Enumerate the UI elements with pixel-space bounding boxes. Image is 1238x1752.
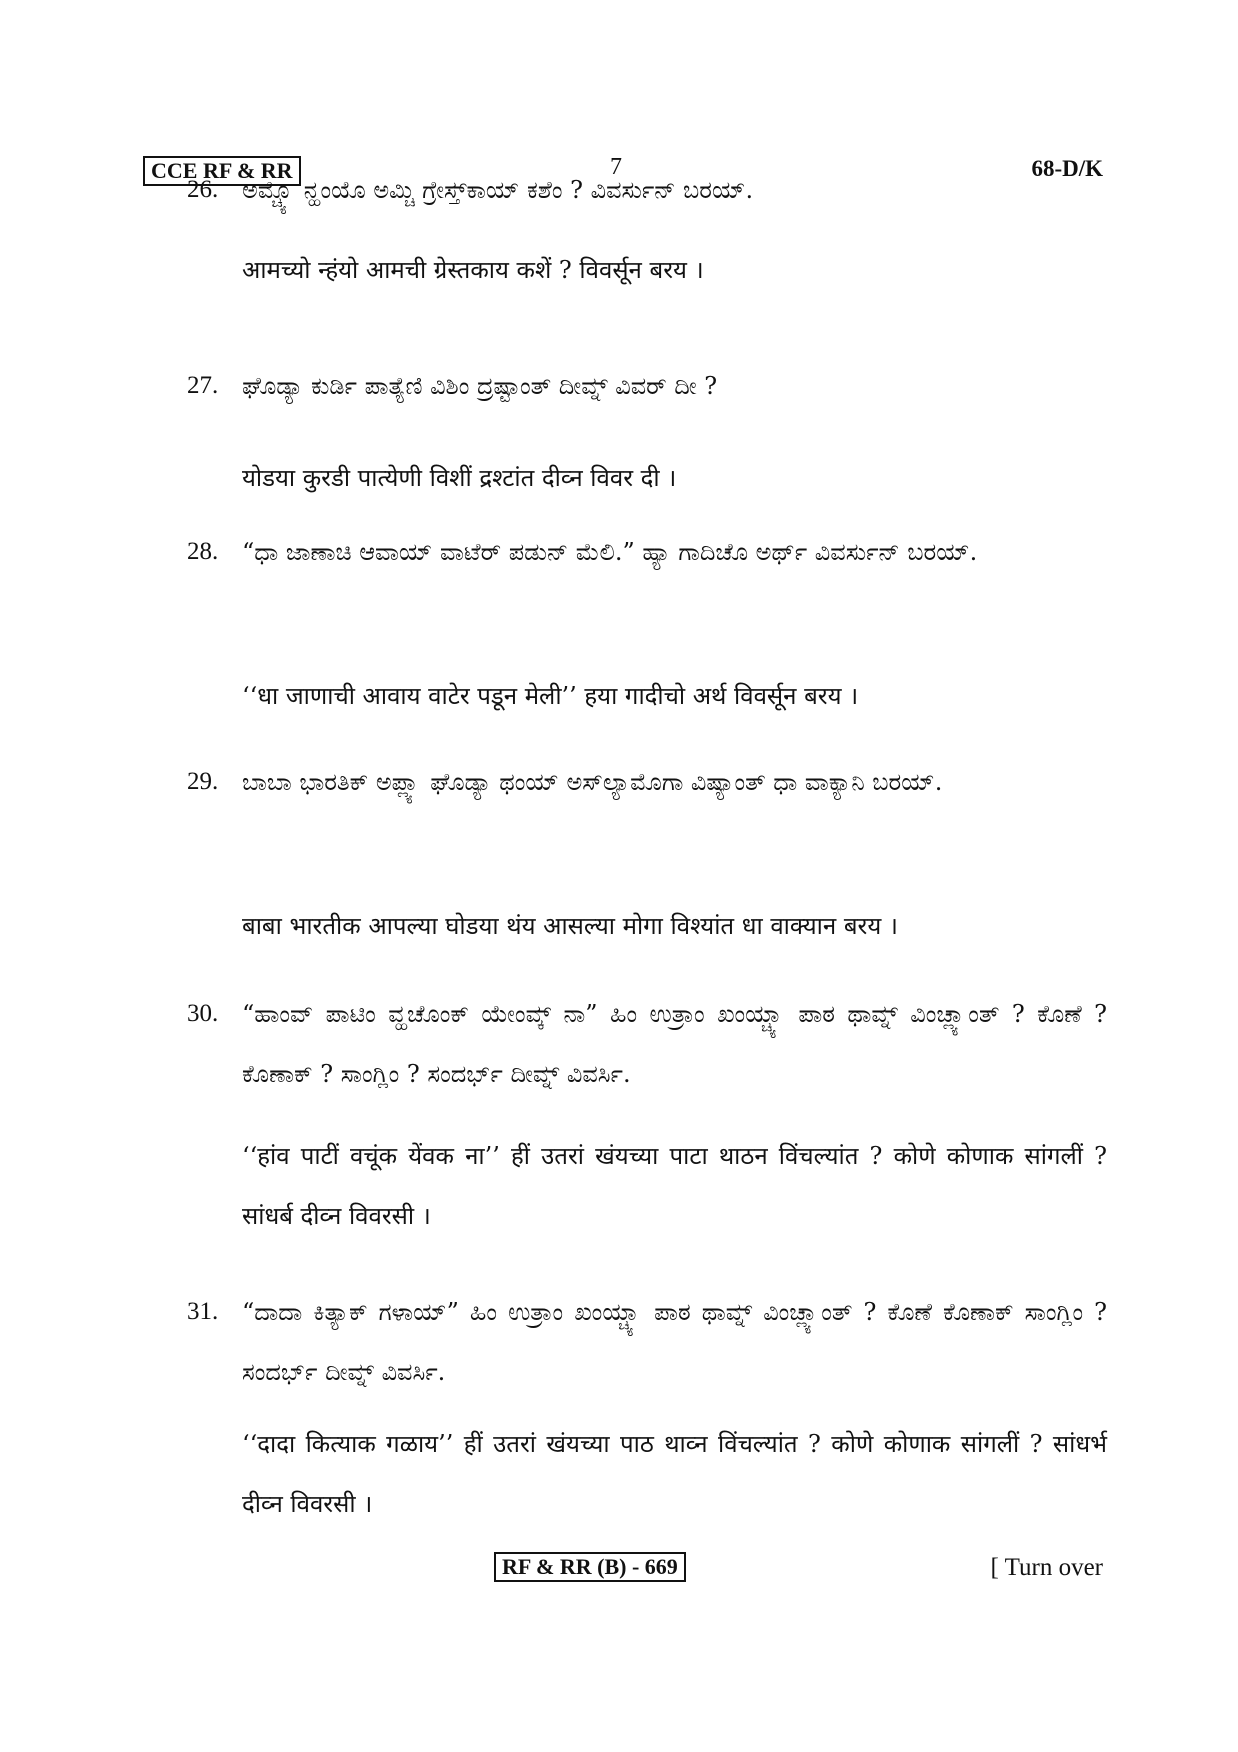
question-29 [187, 752, 1107, 962]
question-devanagari-text: योडया कुरडी पात्येणी विशीं द्रश्टांत दीव्न विवर दी । [242, 464, 677, 492]
question-devanagari-text: ‘‘धा जाणाची आवाय वाटेर पडून मेली’’ हया गादीचो अर्थ विवर्सून बरय । [242, 682, 859, 710]
page-number: 7 [610, 154, 622, 180]
question-number: 29. [187, 768, 219, 795]
question-devanagari-text: ‘‘दादा कित्याक गळाय’’ हीं उतरां खंयच्या पाठ थाव्न विंचल्यांत ? कोणे कोणाक सांगलीं ? सांधर्भ दीव्न विवरसी । [242, 1430, 1107, 1518]
question-kannada-text: ಅಮ್ಚ್ಯೊ ನ್ಹಂಯೊ ಅಮ್ಚಿ ಗ್ರೇಸ್ತ್‌ಕಾಯ್ ಕಶೆಂ ? ವಿವರ್ಸುನ್ ಬರಯ್. [242, 176, 754, 204]
question-number: 31. [187, 1298, 219, 1325]
question-devanagari-text: आमच्यो न्हंयो आमची ग्रेस्तकाय कशें ? विवर्सून बरय । [242, 256, 704, 284]
question-kannada-text: “ಧಾ ಜಾಣಾಚಿ ಆವಾಯ್ ವಾಟೆರ್ ಪಡುನ್ ಮೆಲಿ.” ಹ್ಯಾ ಗಾದಿಚೊ ಅರ್ಥ್ ವಿವರ್ಸುನ್ ಬರಯ್. [242, 538, 978, 566]
question-26 [187, 160, 1107, 310]
paper-code: 68-D/K [1031, 156, 1103, 181]
question-kannada-text: “ದಾದಾ ಕಿತ್ಯಾಕ್ ಗಳಾಯ್” ಹಿಂ ಉತ್ರಾಂ ಖಂಯ್ಚ್ಯಾ ಪಾಠ ಥಾವ್ನ್ ವಿಂಚ್ಲ್ಯಾಂತ್ ? ಕೊಣೆ ಕೊಣಾಕ್ ಸಾಂಗ್ಲಿಂ ? ಸಂದರ್ಭ್ ದೀವ್ನ್ ವಿವರ್ಸಿ. [242, 1298, 1107, 1386]
question-number: 26. [187, 176, 219, 203]
booklet-code-badge: RF & RR (B) - 669 [494, 1552, 686, 1582]
question-number: 28. [187, 538, 219, 565]
question-devanagari-text: बाबा भारतीक आपल्या घोडया थंय आसल्या मोगा विश्यांत धा वाक्यान बरय । [242, 912, 898, 940]
turn-over-note: [ Turn over [990, 1554, 1103, 1581]
question-kannada-text: ಬಾಬಾ ಭಾರತಿಕ್ ಅಪ್ಲ್ಯಾ ಘೊಡ್ಯಾ ಥಂಯ್ ಅಸ್‌ಲ್ಯಾಮೊಗಾ ವಿಷ್ಯಾಂತ್ ಧಾ ವಾಕ್ಯಾನಿ ಬರಯ್. [242, 768, 943, 796]
page-footer [143, 1552, 1103, 1592]
exam-code-badge: CCE RF & RR [143, 156, 301, 186]
question-kannada-text: ಘೊಡ್ಯಾ ಕುರ್ಡಿ ಪಾತ್ಯೆಣಿ ವಿಶಿಂ ದ್ರಷ್ಟಾಂತ್ ದೀವ್ನ್ ವಿವರ್ ದೀ ? [242, 372, 718, 400]
question-30 [187, 984, 1107, 1264]
question-kannada-text: “ಹಾಂವ್ ಪಾಟಿಂ ವ್ಹಚೊಂಕ್ ಯೇಂವ್ಕ್ ನಾ” ಹಿಂ ಉತ್ರಾಂ ಖಂಯ್ಚ್ಯಾ ಪಾಠ ಥಾವ್ನ್ ವಿಂಚ್ಲ್ಯಾಂತ್ ? ಕೊಣೆ ? ಕೊಣಾಕ್ ? ಸಾಂಗ್ಲಿಂ ? ಸಂದರ್ಭ್ ದೀವ್ನ್ ವಿವರ್ಸಿ. [242, 1000, 1107, 1088]
question-28 [187, 522, 1107, 732]
question-devanagari-text: ‘‘हांव पाटीं वचूंक येंवक ना’’ हीं उतरां खंयच्या पाटा थाठन विंचल्यांत ? कोणे कोणाक सांगलीं ? सांधर्ब दीव्न विवरसी । [242, 1142, 1107, 1230]
question-31 [187, 1282, 1107, 1542]
question-number: 30. [187, 1000, 219, 1027]
question-number: 27. [187, 372, 219, 399]
question-27 [187, 356, 1107, 506]
